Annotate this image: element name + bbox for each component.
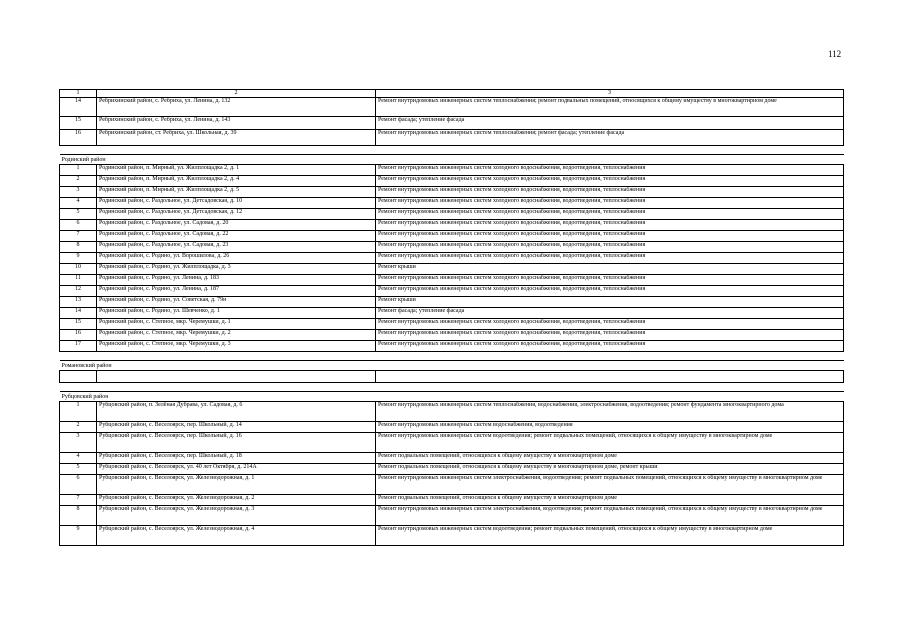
row-number: 8 (60, 242, 97, 253)
row-address: Родинский район, с. Родино, ул. Жилплощадка, д. 3 (97, 264, 376, 275)
table-row (60, 526, 844, 546)
row-work-type: Ремонт внутридомовых инженерных систем холодного водоснабжения, водоотведения, теплоснабжения (376, 341, 844, 352)
row-address: Ребрихинский район, с. Ребриха, ул. Ленина, д. 132 (97, 98, 376, 117)
row-number: 5 (60, 209, 97, 220)
row-work-type: Ремонт внутридомовых инженерных систем холодного водоснабжения, водоотведения, теплоснабжения (376, 165, 844, 176)
row-work-type: Ремонт крыши (376, 264, 844, 275)
table-row (60, 286, 844, 297)
row-work-type: Ремонт подвальных помещений, относящихся к общему имуществу в многоквартирном доме (376, 495, 844, 506)
row-number: 2 (60, 422, 97, 433)
row-work-type: Ремонт фасада; утепление фасада (376, 308, 844, 319)
table-row (60, 165, 844, 176)
table-row (60, 242, 844, 253)
column-number-3: 3 (376, 90, 844, 98)
spacer-row (60, 383, 844, 392)
row-number: 2 (60, 176, 97, 187)
spacer-cell (60, 146, 844, 155)
row-number: 14 (60, 308, 97, 319)
row-address: Рубцовский район, п. Зелёная Дубрава, ул. Садовая, д. 6 (97, 402, 376, 422)
table-body (60, 90, 844, 546)
table-row (60, 176, 844, 187)
row-work-type: Ремонт внутридомовых инженерных систем холодного водоснабжения, водоотведения, теплоснабжения (376, 275, 844, 286)
row-work-type: Ремонт внутридомовых инженерных систем холодного водоснабжения, водоотведения, теплоснабжения (376, 176, 844, 187)
row-work-type: Ремонт внутридомовых инженерных систем теплоснабжения; ремонт подвальных помещений, относящихся к общему имуществу в многоквартирном доме (376, 98, 844, 117)
table-row (60, 117, 844, 130)
row-number: 6 (60, 220, 97, 231)
row-address: Ребрихинский район, ст. Ребриха, ул. Школьная, д. 39 (97, 130, 376, 146)
section-row (60, 392, 844, 402)
row-number: 4 (60, 198, 97, 209)
row-number: 3 (60, 433, 97, 453)
spacer-cell (60, 383, 844, 392)
row-address: Родинский район, с. Раздольное, ул. Детсадовская, д. 12 (97, 209, 376, 220)
table-row (60, 330, 844, 341)
row-number: 15 (60, 319, 97, 330)
table-row (60, 402, 844, 422)
row-work-type: Ремонт внутридомовых инженерных систем электроснабжения, водоотведения; ремонт подвальных помещений, относящихся к общему имуществу в многоквартирном доме (376, 475, 844, 495)
row-work-type: Ремонт крыши (376, 297, 844, 308)
row-number: 12 (60, 286, 97, 297)
row-work-type: Ремонт внутридомовых инженерных систем холодного водоснабжения, водоотведения, теплоснабжения (376, 198, 844, 209)
row-work-type: Ремонт внутридомовых инженерных систем теплоснабжения, водоснабжения, электроснабжения, водоотведения; ремонт фундамента многоквартирного дома (376, 402, 844, 422)
column-number-2: 2 (97, 90, 376, 98)
row-number: 14 (60, 98, 97, 117)
row-number: 16 (60, 330, 97, 341)
table-row (60, 422, 844, 433)
row-address: Родинский район, п. Мирный, ул. Жилплощадка 2, д. 5 (97, 187, 376, 198)
row-address: Родинский район, с. Раздольное, ул. Садовая, д. 23 (97, 242, 376, 253)
row-number: 16 (60, 130, 97, 146)
row-number: 7 (60, 495, 97, 506)
row-work-type: Ремонт внутридомовых инженерных систем холодного водоснабжения, водоотведения, теплоснабжения (376, 286, 844, 297)
row-address: Рубцовский район, с. Веселоярск, ул. Железнодорожная, д. 1 (97, 475, 376, 495)
row-number: 11 (60, 275, 97, 286)
row-work-type: Ремонт внутридомовых инженерных систем холодного водоснабжения, водоотведения, теплоснабжения (376, 330, 844, 341)
row-address: Родинский район, с. Степное, мкр. Черемушки, д. 1 (97, 319, 376, 330)
table-row (60, 319, 844, 330)
table-row (60, 475, 844, 495)
row-number: 13 (60, 297, 97, 308)
row-work-type: Ремонт внутридомовых инженерных систем электроснабжения, водоотведения; ремонт подвальных помещений, относящихся к общему имуществу в многоквартирном доме (376, 506, 844, 526)
section-title: Родинский район (60, 155, 844, 165)
row-work-type: Ремонт внутридомовых инженерных систем водоснабжения, водоотведения (376, 422, 844, 433)
row-address: Родинский район, с. Родино, ул. Шевченко, д. 1 (97, 308, 376, 319)
row-number: 7 (60, 231, 97, 242)
row-work-type: Ремонт внутридомовых инженерных систем холодного водоснабжения, водоотведения, теплоснабжения (376, 187, 844, 198)
table-row (60, 308, 844, 319)
row-address: Рубцовский район, с. Веселоярск, ул. Железнодорожная, д. 3 (97, 506, 376, 526)
spacer-row (60, 146, 844, 155)
row-address: Рубцовский район, с. Веселоярск, ул. Железнодорожная, д. 2 (97, 495, 376, 506)
column-number-row (60, 90, 844, 98)
table-row (60, 198, 844, 209)
table-row (60, 464, 844, 475)
section-row (60, 155, 844, 165)
spacer-cell (60, 352, 844, 361)
table-row (60, 130, 844, 146)
table-row (60, 220, 844, 231)
row-number: 1 (60, 402, 97, 422)
row-address: Родинский район, с. Родино, ул. Ленина, д. 183 (97, 275, 376, 286)
table-row (60, 495, 844, 506)
row-address: Родинский район, с. Родино, ул. Ворошилова, д. 26 (97, 253, 376, 264)
section-title: Рубцовский район (60, 392, 844, 402)
repair-register-table (59, 89, 844, 546)
table-row (60, 253, 844, 264)
row-address: Рубцовский район, с. Веселоярск, пер. Школьный, д. 14 (97, 422, 376, 433)
table-row (60, 209, 844, 220)
row-work-type: Ремонт фасада; утепление фасада (376, 117, 844, 130)
row-address: Родинский район, с. Раздольное, ул. Детсадовская, д. 10 (97, 198, 376, 209)
row-number: 8 (60, 506, 97, 526)
table-row (60, 341, 844, 352)
row-work-type: Ремонт внутридомовых инженерных систем холодного водоснабжения, водоотведения, теплоснабжения (376, 220, 844, 231)
row-number: 5 (60, 464, 97, 475)
row-address: Родинский район, п. Мирный, ул. Жилплощадка 2, д. 4 (97, 176, 376, 187)
row-work-type: Ремонт внутридомовых инженерных систем холодного водоснабжения, водоотведения, теплоснабжения (376, 319, 844, 330)
row-address (97, 371, 376, 383)
table-row (60, 187, 844, 198)
row-address: Родинский район, п. Мирный, ул. Жилплощадка 2, д. 1 (97, 165, 376, 176)
row-number: 1 (60, 165, 97, 176)
row-address: Родинский район, с. Родино, ул. Советская, д. 79н (97, 297, 376, 308)
row-address: Родинский район, с. Раздольное, ул. Садовая, д. 20 (97, 220, 376, 231)
row-work-type: Ремонт внутридомовых инженерных систем холодного водоснабжения, водоотведения, теплоснабжения (376, 253, 844, 264)
row-work-type: Ремонт подвальных помещений, относящихся к общему имуществу в многоквартирном доме (376, 453, 844, 464)
row-number: 9 (60, 526, 97, 546)
column-number-1: 1 (60, 90, 97, 98)
row-address: Ребрихинский район, с. Ребриха, ул. Ленина, д. 143 (97, 117, 376, 130)
row-number: 6 (60, 475, 97, 495)
table-row (60, 506, 844, 526)
spacer-row (60, 352, 844, 361)
row-number: 3 (60, 187, 97, 198)
row-work-type: Ремонт внутридомовых инженерных систем холодного водоснабжения, водоотведения, теплоснабжения (376, 209, 844, 220)
row-work-type: Ремонт внутридомовых инженерных систем водоотведения; ремонт подвальных помещений, относящихся к общему имуществу в многоквартирном доме (376, 433, 844, 453)
row-address: Родинский район, с. Родино, ул. Ленина, д. 187 (97, 286, 376, 297)
table-row (60, 453, 844, 464)
table-row (60, 275, 844, 286)
section-row (60, 361, 844, 371)
row-number: 4 (60, 453, 97, 464)
table-row (60, 264, 844, 275)
table-row (60, 433, 844, 453)
section-title: Романовский район (60, 361, 844, 371)
row-address: Рубцовский район, с. Веселоярск, ул. Железнодорожная, д. 4 (97, 526, 376, 546)
page-number: 112 (828, 49, 842, 59)
table-row (60, 231, 844, 242)
row-work-type: Ремонт подвальных помещений, относящихся к общему имуществу в многоквартирном доме, ремонт крыши (376, 464, 844, 475)
row-address: Рубцовский район, с. Веселоярск, ул. 40 лет Октября, д. 214А (97, 464, 376, 475)
row-number: 17 (60, 341, 97, 352)
row-work-type: Ремонт внутридомовых инженерных систем водоотведения; ремонт подвальных помещений, относящихся к общему имуществу в многоквартирном доме (376, 526, 844, 546)
row-address: Родинский район, с. Раздольное, ул. Садовая, д. 22 (97, 231, 376, 242)
table-row (60, 371, 844, 383)
row-address: Рубцовский район, с. Веселоярск, пер. Школьный, д. 18 (97, 453, 376, 464)
row-address: Родинский район, с. Степное, мкр. Черемушки, д. 3 (97, 341, 376, 352)
row-address: Родинский район, с. Степное, мкр. Черемушки, д. 2 (97, 330, 376, 341)
row-work-type: Ремонт внутридомовых инженерных систем теплоснабжения; ремонт фасада; утепление фасада (376, 130, 844, 146)
row-work-type: Ремонт внутридомовых инженерных систем холодного водоснабжения, водоотведения, теплоснабжения (376, 231, 844, 242)
row-number: 15 (60, 117, 97, 130)
row-number (60, 371, 97, 383)
row-number: 9 (60, 253, 97, 264)
row-address: Рубцовский район, с. Веселоярск, пер. Школьный, д. 16 (97, 433, 376, 453)
table-row (60, 98, 844, 117)
table-row (60, 297, 844, 308)
row-work-type (376, 371, 844, 383)
row-number: 10 (60, 264, 97, 275)
row-work-type: Ремонт внутридомовых инженерных систем холодного водоснабжения, водоотведения, теплоснабжения (376, 242, 844, 253)
